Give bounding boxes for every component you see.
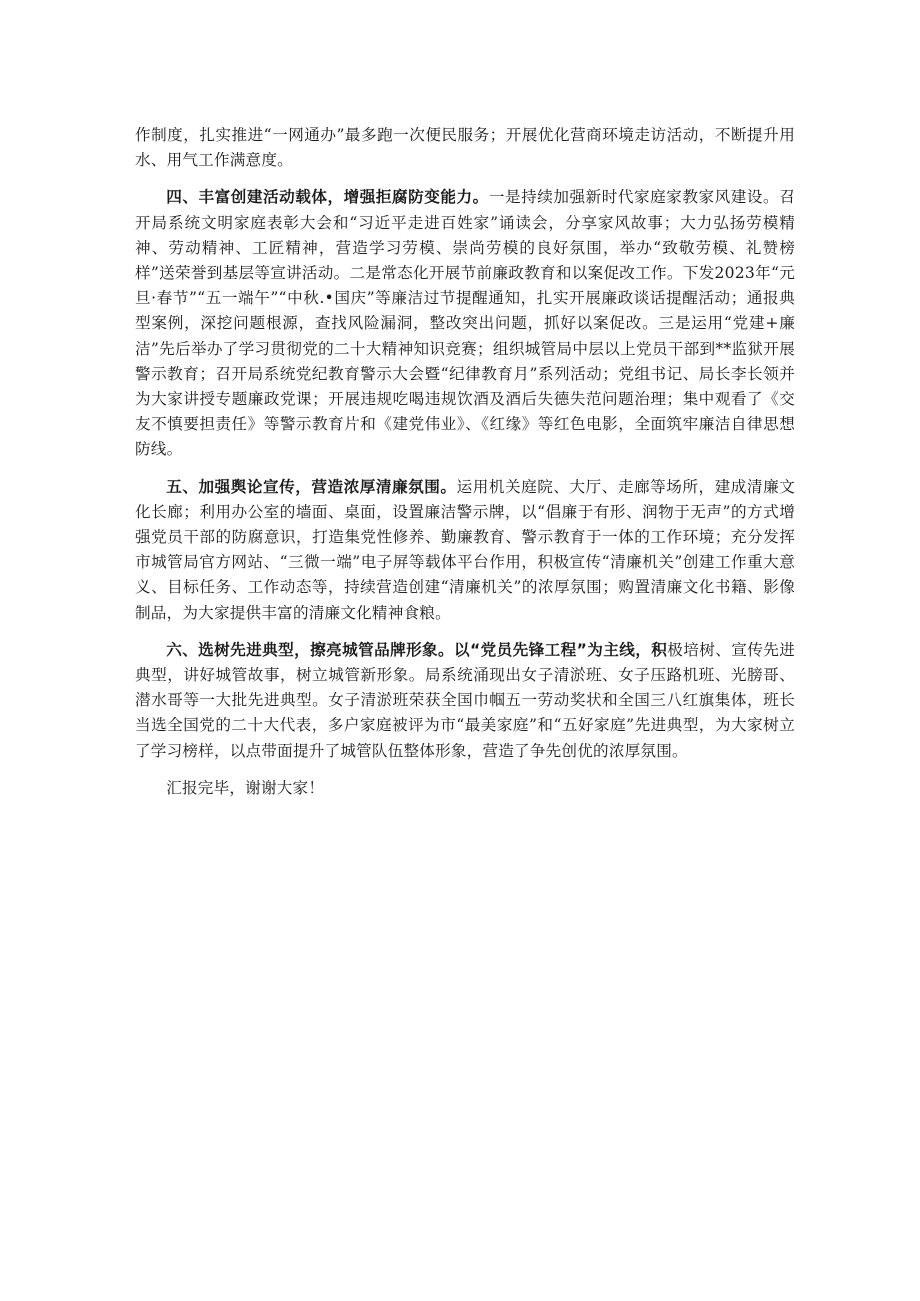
paragraph-text: 运用机关庭院、大厅、走廊等场所，建成清廉文化长廊；利用办公室的墙面、桌面，设置廉洁警示牌，以“倡廉于有形、润物于无声”的方式增强党员干部的防腐意识，打造集党性修养、勤廉教育、警示教育于一体的工作环境；充分发挥市城管局官方网站、“三微一端”电子屏等载体平台作用，积极宣传“清廉机关”创建工作重大意义、目标任务、工作动态等，持续营造创建“清廉机关”的浓厚氛围；购置清廉文化书籍、影像制品，为大家提供丰富的清廉文化精神食粮。 (135, 477, 795, 622)
paragraph-text: 作制度，扎实推进“一网通办”最多跑一次便民服务；开展优化营商环境走访活动，不断提升用水、用气工作满意度。 (135, 126, 795, 170)
section-heading: 六、选树先进典型，擦亮城管品牌形象。以“党员先锋工程”为主线，积 (166, 640, 668, 659)
paragraph-section-four (135, 185, 795, 462)
section-heading: 四、丰富创建活动载体，增强拒腐防变能力。 (166, 188, 489, 207)
paragraph-section-five (135, 475, 795, 626)
document-page (135, 123, 795, 813)
paragraph-closing (135, 776, 795, 801)
paragraph-text: 极培树、宣传先进典型，讲好城管故事，树立城管新形象。局系统涌现出女子清淤班、女子压路机班、光膀哥、潜水哥等一大批先进典型。女子清淤班荣获全国巾帼五一劳动奖状和全国三八红旗集体，班长当选全国党的二十大代表，多户家庭被评为市“最美家庭”和“五好家庭”先进典型，为大家树立了学习榜样，以点带面提升了城管队伍整体形象，营造了争先创优的浓厚氛围。 (135, 640, 795, 760)
paragraph-continuation (135, 123, 795, 173)
closing-text: 汇报完毕，谢谢大家！ (166, 778, 325, 797)
paragraph-section-six (135, 638, 795, 764)
section-heading: 五、加强舆论宣传，营造浓厚清廉氛围。 (166, 477, 457, 496)
paragraph-text: 一是持续加强新时代家庭家教家风建设。召开局系统文明家庭表彰大会和“习近平走进百姓家”诵读会，分享家风故事；大力弘扬劳模精神、劳动精神、工匠精神，营造学习劳模、崇尚劳模的良好氛围，举办“致敬劳模、礼赞榜样”送荣誉到基层等宣讲活动。二是常态化开展节前廉政教育和以案促改工作。下发2023年“元旦·春节”“五一端午”“中秋.•国庆”等廉洁过节提醒通知，扎实开展廉政谈话提醒活动；通报典型案例，深挖问题根源，查找风险漏洞，整改突出问题，抓好以案促改。三是运用“党建+廉洁”先后举办了学习贯彻党的二十大精神知识竞赛；组织城管局中层以上党员干部到**监狱开展警示教育；召开局系统党纪教育警示大会暨“纪律教育月”系列活动；党组书记、局长李长领并为大家讲授专题廉政党课；开展违规吃喝违规饮酒及酒后失德失范问题治理；集中观看了《交友不慎要担责任》等警示教育片和《建党伟业》、《红缘》等红色电影，全面筑牢廉洁自律思想防线。 (135, 188, 795, 459)
